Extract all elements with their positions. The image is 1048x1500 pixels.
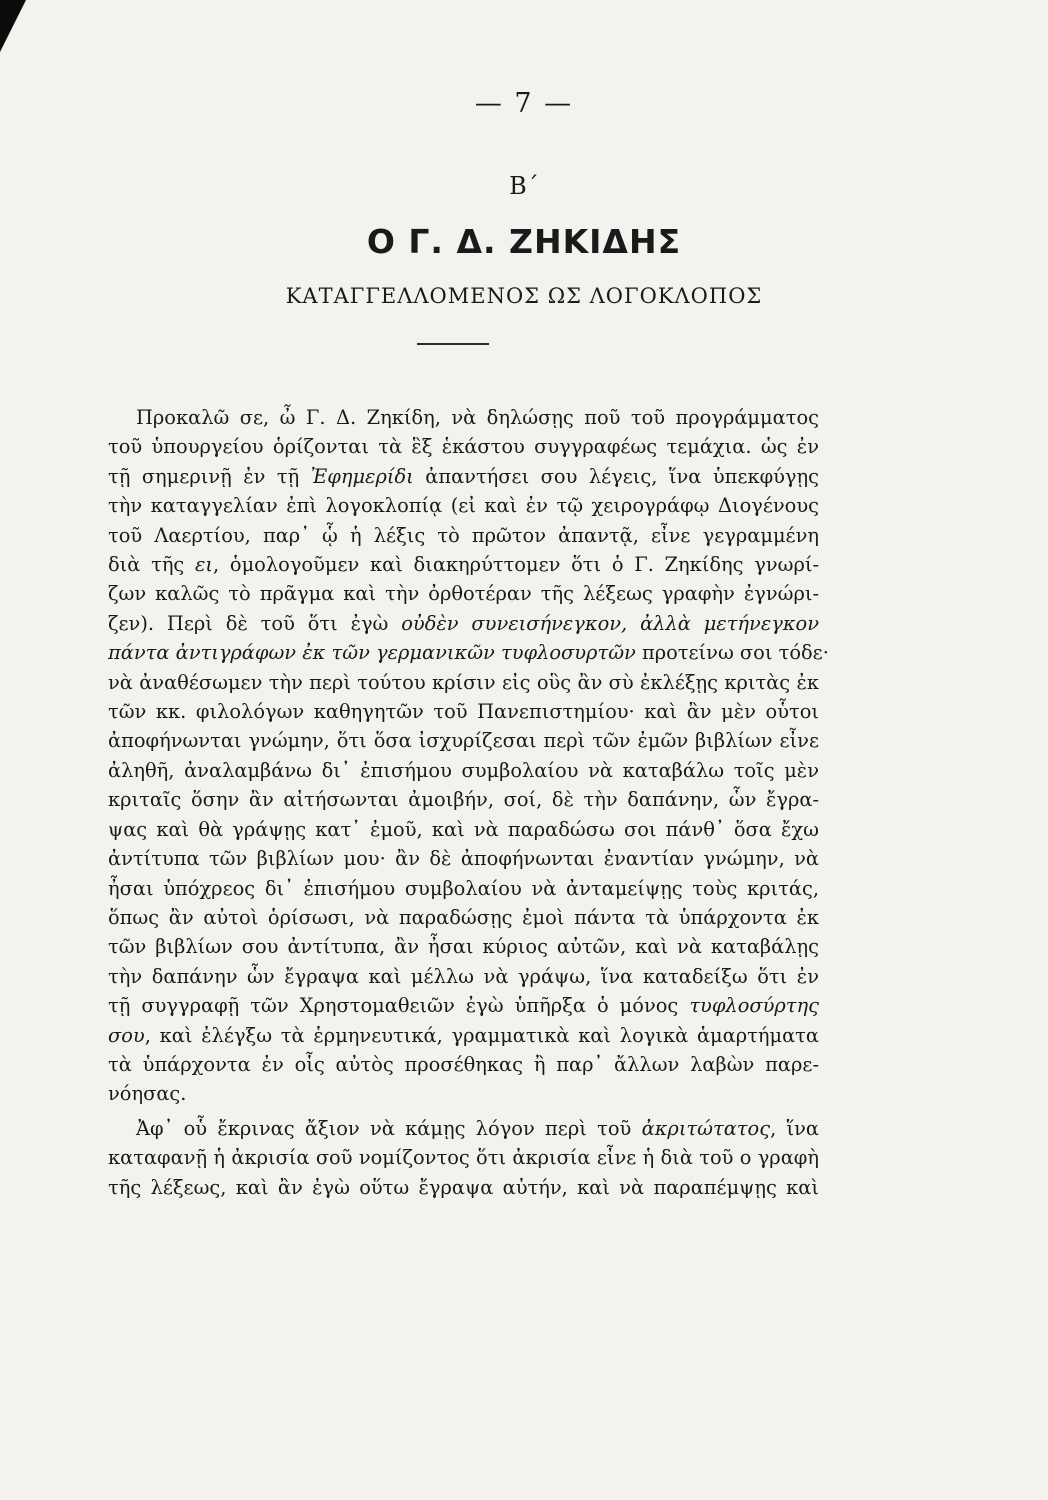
page-number: — 7 — xyxy=(474,88,574,119)
chapter-subtitle: ΚΑΤΑΓΓΕΛΛΟΜΕΝΟΣ ΩΣ ΛΟΓΟΚΛΟΠΟΣ xyxy=(285,284,763,308)
text-line: ζεν). Περὶ δὲ τοῦ ὅτι ἐγὼ οὐδὲν συνεισήνεγκον, ἀλλὰ μετήνεγκον xyxy=(108,611,819,635)
text-line: τῶν βιβλίων σου ἀντίτυπα, ἂν ἦσαι κύριος αὐτῶν, καὶ νὰ καταβάλῃς xyxy=(108,935,819,959)
text-line: τῶν κκ. φιλολόγων καθηγητῶν τοῦ Πανεπιστημίου· καὶ ἂν μὲν οὗτοι xyxy=(108,700,819,724)
text-line: τὴν καταγγελίαν ἐπὶ λογοκλοπίᾳ (εἰ καὶ ἐν τῷ χειρογράφῳ Διογένους xyxy=(108,494,819,518)
text-line: ἀποφήνωνται γνώμην, ὅτι ὅσα ἰσχυρίζεσαι περὶ τῶν ἐμῶν βιβλίων εἶνε xyxy=(108,729,819,753)
title-divider xyxy=(417,343,489,345)
text-line: τὴν δαπάνην ὧν ἔγραψα καὶ μέλλω νὰ γράψω, ἵνα καταδείξω ὅτι ἐν xyxy=(108,964,819,988)
body-text xyxy=(108,403,829,1202)
scan-corner-shadow xyxy=(0,0,26,52)
section-label: Β΄ xyxy=(509,172,539,200)
text-line: κριταῖς ὅσην ἂν αἰτήσωνται ἀμοιβήν, σοί, δὲ τὴν δαπάνην, ὧν ἔγρα- xyxy=(108,788,819,812)
text-line: ψας καὶ θὰ γράψῃς κατ᾽ ἐμοῦ, καὶ νὰ παραδώσω σοι πάνθ᾽ ὅσα ἔχω xyxy=(108,817,819,841)
text-line: τῆς λέξεως, καὶ ἂν ἐγὼ οὕτω ἔγραψα αὐτήν, καὶ νὰ παραπέμψῃς καὶ xyxy=(108,1175,819,1199)
text-line: Ἀφ᾽ οὗ ἔκρινας ἄξιον νὰ κάμῃς λόγον περὶ τοῦ ἀκριτώτατος, ἵνα xyxy=(136,1116,819,1140)
text-line: τὰ ὑπάρχοντα ἐν οἷς αὐτὸς προσέθηκας ἢ παρ᾽ ἄλλων λαβὼν παρε- xyxy=(108,1052,819,1076)
text-line: ὅπως ἂν αὐτοὶ ὁρίσωσι, νὰ παραδώσῃς ἐμοὶ πάντα τὰ ὑπάρχοντα ἐκ xyxy=(108,905,819,929)
text-line: σου, καὶ ἐλέγξω τὰ ἑρμηνευτικά, γραμματικὰ καὶ λογικὰ ἁμαρτήματα xyxy=(108,1023,819,1047)
text-line: τῇ συγγραφῇ τῶν Χρηστομαθειῶν ἐγὼ ὑπῆρξα ὁ μόνος τυφλοσύρτης xyxy=(108,994,819,1018)
text-line: ἦσαι ὑπόχρεος δι᾽ ἐπισήμου συμβολαίου νὰ ἀνταμείψῃς τοὺς κριτάς, xyxy=(108,876,819,900)
text-line: ἀληθῆ, ἀναλαμβάνω δι᾽ ἐπισήμου συμβολαίου νὰ καταβάλω τοῖς μὲν xyxy=(108,758,819,782)
text-line: νὰ ἀναθέσωμεν τὴν περὶ τούτου κρίσιν εἰς οὓς ἂν σὺ ἐκλέξῃς κριτὰς ἐκ xyxy=(108,670,819,694)
chapter-title: Ο Γ. Δ. ΖΗΚΙΔΗΣ xyxy=(366,222,682,261)
text-line: καταφανῇ ἡ ἀκρισία σοῦ νομίζοντος ὅτι ἀκρισία εἶνε ἡ διὰ τοῦ ο γραφὴ xyxy=(108,1146,819,1170)
text-line: Προκαλῶ σε, ὦ Γ. Δ. Ζηκίδη, νὰ δηλώσῃς ποῦ τοῦ προγράμματος xyxy=(136,406,819,429)
text-line: νόησας. xyxy=(108,1082,187,1106)
text-line: τοῦ ὑπουργείου ὁρίζονται τὰ ἓξ ἑκάστου συγγραφέως τεμάχια. ὡς ἐν xyxy=(108,435,819,459)
text-line: ἀντίτυπα τῶν βιβλίων μου· ἂν δὲ ἀποφήνωνται ἐναντίαν γνώμην, νὰ xyxy=(108,847,819,871)
text-line: διὰ τῆς ει, ὁμολογοῦμεν καὶ διακηρύττομεν ὅτι ὁ Γ. Ζηκίδης γνωρί- xyxy=(108,553,819,577)
text-line: τῇ σημερινῇ ἐν τῇ Ἐφημερίδι ἀπαντήσει σου λέγεις, ἵνα ὑπεκφύγῃς xyxy=(108,464,819,488)
text-line: ζων καλῶς τὸ πρᾶγμα καὶ τὴν ὀρθοτέραν τῆς λέξεως γραφὴν ἐγνώρι- xyxy=(108,582,819,606)
text-line: τοῦ Λαερτίου, παρ᾽ ᾧ ἡ λέξις τὸ πρῶτον ἀπαντᾷ, εἶνε γεγραμμένη xyxy=(108,523,819,547)
text-line: πάντα ἀντιγράφων ἐκ τῶν γερμανικῶν τυφλοσυρτῶν προτείνω σοι τόδε· xyxy=(108,641,829,665)
